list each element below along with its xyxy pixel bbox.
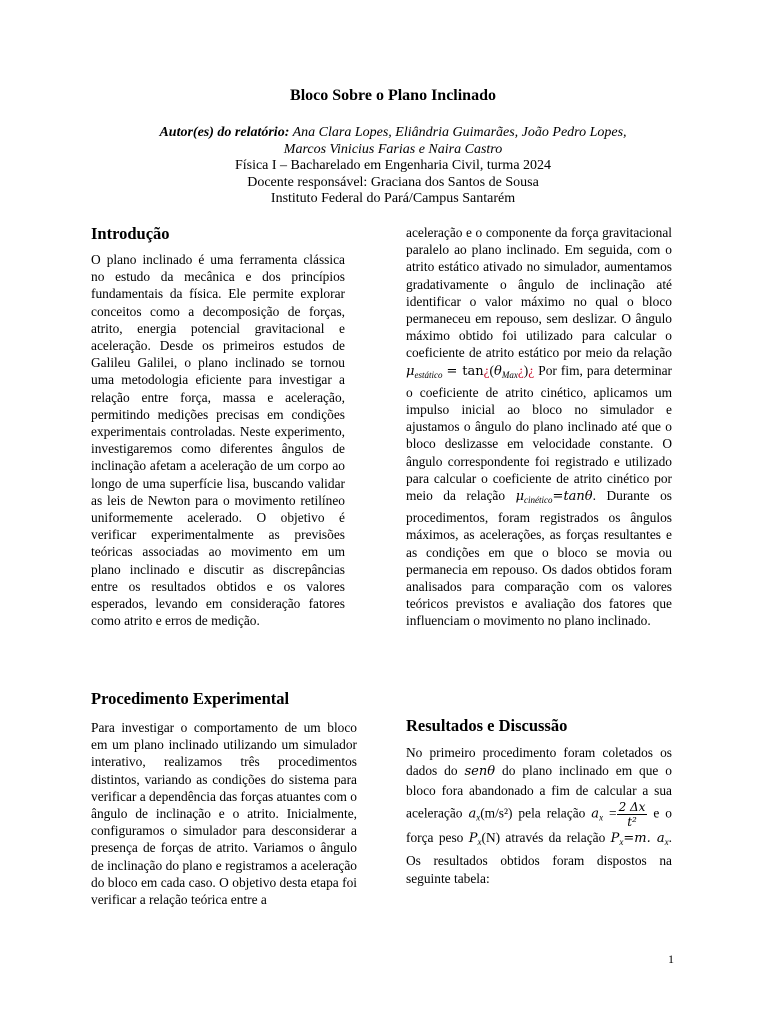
- results-text-4: e o força peso: [406, 805, 672, 846]
- procedure-cont-1: aceleração e o componente da força gravitacional paralelo ao plano inclinado. Em seguida, com o atrito estático ativado no simulador, aumentamos gradativamente o ângulo de inclinação até identificar o valor máximo no qual o bloco permaneceu em repouso, sem deslizar. O ângulo máximo obtido foi utilizado para calcular o coeficiente de atrito estático por meio da relação: [406, 225, 672, 361]
- intro-paragraph: O plano inclinado é uma ferramenta clássica no estudo da mecânica e dos princípios fundamentais da física. Ele permite explorar conceitos como a decomposição de forças, atrito, energia potencial gravitacional e aceleração. Desde os primeiros estudos de Galileu Galilei, o plano inclinado se tornou uma metodologia eficiente para investigar a relação entre força, massa e aceleração, permitindo medições precisas em condições experimentais controladas. Neste experimento, investigaremos como diferentes ângulos de inclinação afetam a aceleração de um corpo ao longo de uma superfície lisa, buscando validar as leis de Newton para o movimento retilíneo uniformemente acelerado. O objetivo é verificar experimentalmente as previsões teóricas associadas ao movimento em um plano inclinado e discutir as discrepâncias entre os resultados obtidos e os valores esperados, levando em consideração fatores como atrito e erros de medição.: [91, 252, 345, 629]
- authors-names-1: Ana Clara Lopes, Eliândria Guimarães, João Pedro Lopes,: [292, 125, 627, 140]
- procedure-cont-2: Por fim, para determinar o coeficiente de atrito cinético, aplicamos um impulso inicial ao bloco no simulador e ajustamos o ângulo do plano inclinado até que o bloco deslizasse em velocidade constante. O ângulo correspondente foi registrado e utilizado para calcular o coeficiente de atrito cinético por meio da relação: [406, 362, 673, 504]
- mu-static-subscript: estático: [414, 369, 443, 380]
- theta-symbol: θ: [494, 363, 502, 379]
- theta-subscript: Max: [501, 369, 518, 380]
- eq-p-subscript: x: [619, 837, 624, 848]
- ax-subscript: x: [476, 812, 481, 823]
- results-text-3: relação: [546, 805, 586, 821]
- eq-ax-subscript: x: [664, 837, 669, 848]
- teacher-line: Docente responsável: Graciana dos Santos de Sousa: [247, 175, 539, 190]
- paper-title: Bloco Sobre o Plano Inclinado: [290, 87, 496, 104]
- accel-unit: (m/s²) pela: [480, 805, 541, 821]
- page-number: 1: [668, 952, 674, 966]
- accel-fraction: [617, 800, 648, 829]
- eq-p-symbol: P: [610, 831, 620, 847]
- results-text-1: No primeiro procedimento foram coletados os dados do: [406, 745, 672, 779]
- red-mark-2: ¿: [517, 362, 524, 378]
- px-symbol: P: [468, 831, 478, 847]
- procedure-cont-3: . Durante os procedimentos, foram registrados os ângulos máximos, as acelerações, as forças resultantes e as condições em que o bloco se movia ou permanecia em repouso. Os dados obtidos foram analisados para comparação com os valores teóricos previstos e avaliação dos fatores que influenciam o movimento no plano inclinado.: [406, 488, 673, 629]
- mu-static-symbol: μ: [406, 363, 415, 379]
- mu-kinetic-symbol: μ: [515, 489, 525, 505]
- sen-theta: senθ: [464, 764, 496, 780]
- results-paragraph: No primeiro procedimento foram coletados os dados do senθ do plano inclinado em que o bloco fora abandonado a fim de calcular a sua aceleração $a_x(m/s^2)$ pela relação $a_x$ = $\frac{2 \Delta x}{\text{t²}}$ e o força peso $P_x(N)$ através da relação $P_x=m$. $a_x$. Os resultados obtidos foram dispostos na seguinte tabela:: [406, 745, 672, 887]
- authors-label: Autor(es) do relatório:: [159, 125, 290, 140]
- px-subscript: x: [477, 837, 482, 848]
- red-mark-1: ¿: [483, 362, 490, 378]
- eq-p-rest: =m. a: [623, 831, 665, 847]
- fraction-denominator: t²: [627, 815, 637, 830]
- results-text-5: através da relação: [505, 830, 606, 846]
- results-heading: Resultados e Discussão: [406, 716, 568, 735]
- authors-line: [0, 124, 768, 141]
- force-unit: (N): [481, 830, 501, 846]
- ax-subscript-2: x: [599, 812, 604, 823]
- results-text-2: do plano inclinado em que o bloco fora abandonado a fim de calcular a sua aceleração: [406, 763, 672, 821]
- results-text-6: . Os resultados obtidos foram dispostos na seguinte tabela:: [406, 830, 672, 887]
- authors-names-2: Marcos Vinicius Farias e Naira Castro: [283, 142, 503, 157]
- procedure-paragraph: Para investigar o comportamento de um bloco em um plano inclinado utilizando um simulador interativo, realizamos três procedimentos distintos, variando as condições do sistema para verificar a dependência das forças atuantes com o ângulo de inclinação e o atrito. Inicialmente, configuramos o simulador para desconsiderar a presença de forças de atrito. Variamos o ângulo de inclinação do plano e registramos a aceleração do bloco em cada caso. O objetivo desta etapa foi verificar a relação teórica entre a: [91, 720, 357, 908]
- fraction-numerator: 2 Δx: [618, 800, 646, 815]
- intro-heading: Introdução: [91, 224, 170, 243]
- ax-symbol: a: [468, 806, 477, 822]
- institution-line: Instituto Federal do Pará/Campus Santarém: [270, 191, 516, 206]
- course-line: Física I – Bacharelado em Engenharia Civil, turma 2024: [234, 158, 552, 173]
- red-mark-3: ¿: [528, 362, 535, 378]
- ax-symbol-2: a: [591, 806, 600, 822]
- eq-kinetic: =tanθ: [552, 489, 593, 505]
- mu-kinetic-subscript: cinético: [524, 495, 553, 506]
- procedure-continuation: aceleração e o componente da força gravitacional paralelo ao plano inclinado. Em seguida, com o atrito estático ativado no simulador, aumentamos gradativamente o ângulo de inclinação até identificar o valor máximo no qual o bloco permaneceu em repouso, sem deslizar. O ângulo máximo obtido foi utilizado para calcular o coeficiente de atrito estático por meio da relação $\mu_{estático}$ = $\tan¿(\theta_{Max}¿)¿$ Por fim, para determinar o coeficiente de atrito cinético, aplicamos um impulso inicial ao bloco no simulador e ajustamos o ângulo do plano inclinado até que o bloco deslizasse em velocidade constante. O ângulo correspondente foi registrado e utilizado para calcular o coeficiente de atrito cinético por meio da relação $\mu_{cinético}=\tan\theta$. Durante os procedimentos, foram registrados os ângulos máximos, as acelerações, as forças resultantes e as condições em que o bloco se movia ou permanecia em repouso. Os dados obtidos foram analisados para comparação com os valores teóricos previstos e avaliação dos fatores que influenciam o movimento no plano inclinado.: [406, 225, 673, 629]
- procedure-heading: Procedimento Experimental: [91, 689, 290, 708]
- eq-tan: = tan: [446, 363, 484, 379]
